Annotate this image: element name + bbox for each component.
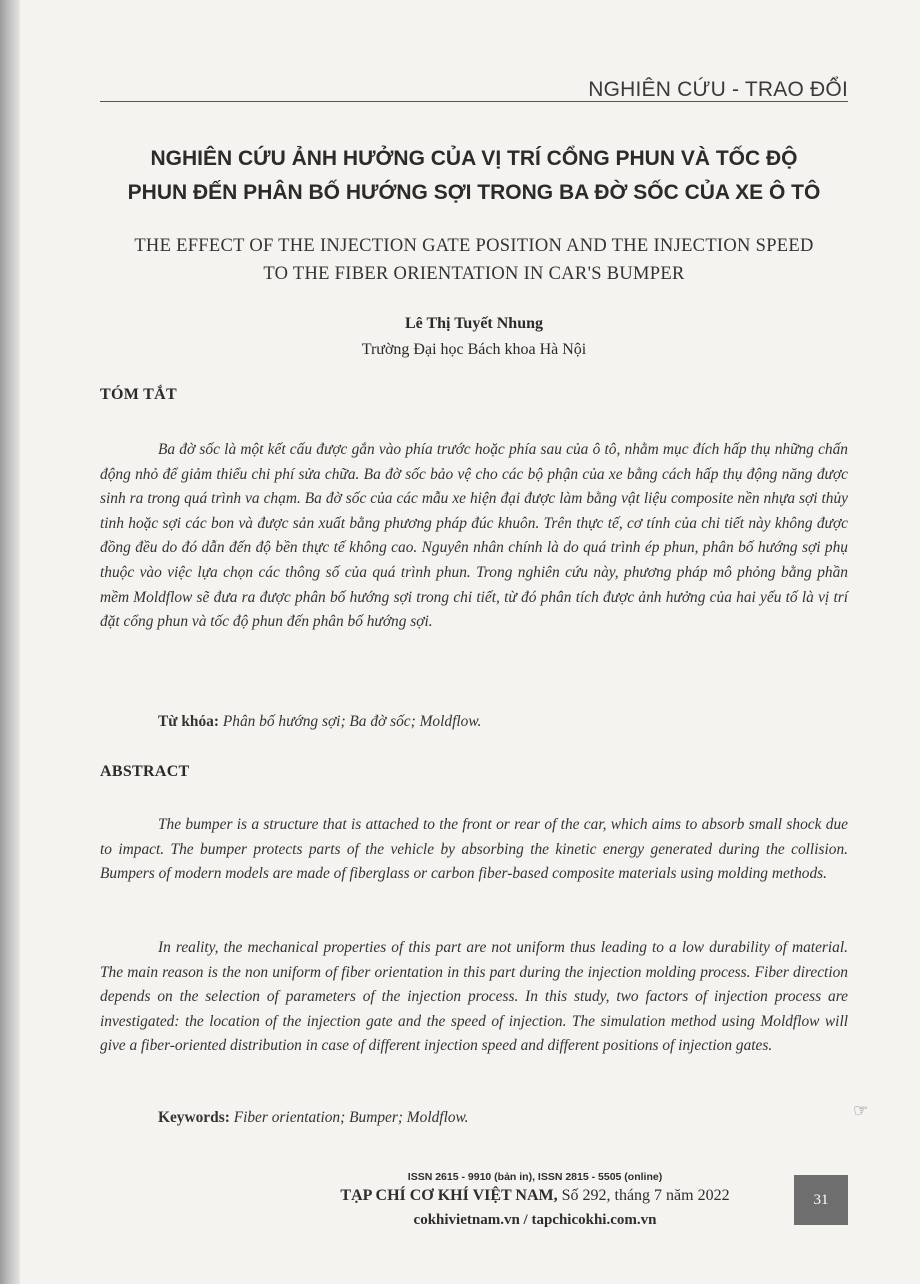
scan-edge-shadow <box>0 0 20 1284</box>
keywords-en <box>158 1109 469 1127</box>
title-vi-line-1: NGHIÊN CỨU ẢNH HƯỞNG CỦA VỊ TRÍ CỔNG PHUN VÀ TỐC ĐỘ <box>150 147 798 170</box>
title-en-line-1: THE EFFECT OF THE INJECTION GATE POSITION AND THE INJECTION SPEED <box>134 236 814 256</box>
footer-websites: cokhivietnam.vn / tapchicokhi.com.vn <box>413 1212 657 1228</box>
abstract-paragraph-2: In reality, the mechanical properties of this part are not uniform thus leading to a low durability of material. The main reason is the non uniform of fiber orientation in this part during the injection molding process. Fiber direction depends on the selection of parameters of the injection process. In this study, two factors of injection process are investigated: the location of the injection gate and the speed of injection. The simulation method using Moldflow will give a fiber-oriented distribution in case of different injection speed and different positions of injection gates. <box>100 939 848 1055</box>
keywords-vi <box>158 713 481 731</box>
title-vietnamese <box>100 142 848 210</box>
section-label: NGHIÊN CỨU - TRAO ĐỔI <box>588 78 848 101</box>
summary-heading: TÓM TẮT <box>100 386 177 403</box>
keywords-en-values: Fiber orientation; Bumper; Moldflow. <box>233 1109 469 1126</box>
title-en-line-2: TO THE FIBER ORIENTATION IN CAR'S BUMPER <box>263 264 685 284</box>
keywords-vi-label: Từ khóa: <box>158 713 219 730</box>
title-english <box>100 232 848 288</box>
keywords-en-label: Keywords: <box>158 1109 230 1126</box>
pointing-hand-icon: ☞ <box>853 1101 869 1120</box>
header-rule <box>100 101 848 102</box>
keywords-vi-values: Phân bố hướng sợi; Ba đờ sốc; Moldflow. <box>222 713 482 730</box>
author-affiliation: Trường Đại học Bách khoa Hà Nội <box>361 341 587 358</box>
abstract-paragraph-1: The bumper is a structure that is attached to the front or rear of the car, which aims to absorb small shock due to impact. The bumper protects parts of the vehicle by absorbing the kinetic energy generated during the collision. Bumpers of modern models are made of fiberglass or carbon fiber-based composite materials using molding methods. <box>100 816 848 883</box>
footer-issn: ISSN 2615 - 9910 (bản in), ISSN 2815 - 5505 (online) <box>407 1171 663 1183</box>
author-name: Lê Thị Tuyết Nhung <box>405 315 543 332</box>
title-vi-line-2: PHUN ĐẾN PHÂN BỐ HƯỚNG SỢI TRONG BA ĐỜ SỐC CỦA XE Ô TÔ <box>127 181 821 204</box>
journal-name: TẠP CHÍ CƠ KHÍ VIỆT NAM, <box>340 1187 558 1204</box>
abstract-heading: ABSTRACT <box>100 763 190 780</box>
journal-issue: Số 292, tháng 7 năm 2022 <box>561 1187 730 1204</box>
footer-journal <box>300 1187 770 1205</box>
page-number: 31 <box>794 1175 848 1225</box>
summary-paragraph: Ba đờ sốc là một kết cấu được gắn vào phía trước hoặc phía sau của ô tô, nhằm mục đích hấp thụ những chấn động nhỏ để giảm thiểu chi phí sửa chữa. Ba đờ sốc bảo vệ cho các bộ phận của xe bằng cách hấp thụ động năng được sinh ra trong quá trình va chạm. Ba đờ sốc của các mẫu xe hiện đại được làm bằng vật liệu composite nền nhựa sợi thủy tinh hoặc sợi các bon và được sản xuất bằng phương pháp đúc khuôn. Trên thực tế, cơ tính của chi tiết này không được đồng đều do đó dẫn đến độ bền thực tế không cao. Nguyên nhân chính là do quá trình ép phun, phân bố hướng sợi phụ thuộc vào việc lựa chọn các thông số của quá trình phun. Trong nghiên cứu này, phương pháp mô phỏng bằng phần mềm Moldflow sẽ đưa ra được phân bố hướng sợi trong chi tiết, từ đó phân tích được ảnh hưởng của hai yếu tố là vị trí đặt cổng phun và tốc độ phun đến phân bố hướng sợi. <box>100 441 848 631</box>
